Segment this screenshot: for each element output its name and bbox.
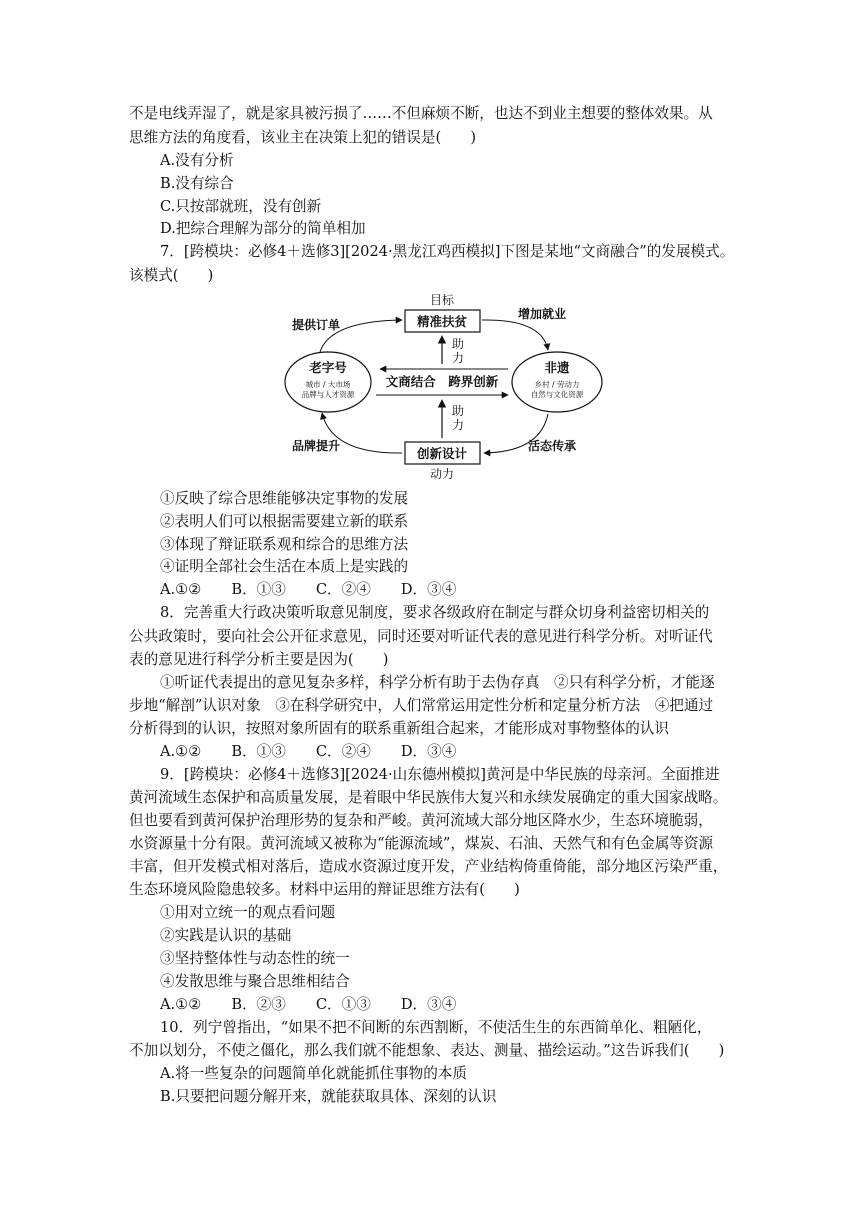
right-title: 非遗 <box>544 360 570 375</box>
option-c: C．②④ <box>315 581 371 598</box>
assist-bottom-2: 力 <box>452 418 465 432</box>
statement-1: ①反映了综合思维能够决定事物的发展 <box>160 490 409 507</box>
question-7-stem: 7．[跨模块：必修4＋选修3][2024·黑龙江鸡西模拟]下图是某地“文商融合”的发展模式。 <box>160 243 735 260</box>
label-living-inheritance: 活态传承 <box>527 439 577 453</box>
question-8-options <box>160 742 456 762</box>
text-line: 但也要看到黄河保护治理形势的复杂和严峻。黄河流域大部分地区降水少，生态环境脆弱， <box>129 812 713 829</box>
question-7-options <box>160 580 456 600</box>
text-line: 生态环境风险隐患较多。材料中运用的辩证思维方法有( ) <box>129 881 520 898</box>
question-7-stem-cont: 该模式( ) <box>129 267 214 284</box>
option-a: A.①② <box>160 581 202 598</box>
right-sub1: 乡村 / 劳动力 <box>534 380 580 389</box>
center-label: 文商结合 跨界创新 <box>385 374 499 389</box>
statement-1: ①用对立统一的观点看问题 <box>160 904 336 921</box>
assist-top-1: 助 <box>452 337 465 351</box>
statement-4: ④发散思维与聚合思维相结合 <box>160 973 350 990</box>
statement-4: ④证明全部社会生活在本质上是实践的 <box>160 558 409 575</box>
option-c: C.只按部就班，没有创新 <box>160 198 322 215</box>
option-a: A.①② <box>160 743 202 760</box>
statement-3: ③坚持整体性与动态性的统一 <box>160 950 350 967</box>
option-a: A.①② <box>160 996 202 1013</box>
option-d: D．③④ <box>400 996 457 1013</box>
text-line: 不是电线弄湿了，就是家具被污损了……不但麻烦不断，也达不到业主想要的整体效果。从 <box>129 105 713 122</box>
option-d: D．③④ <box>400 743 457 760</box>
statement-2: ②实践是认识的基础 <box>160 927 292 944</box>
goal-label: 目标 <box>429 293 455 307</box>
statement-3: ③体现了辩证联系观和综合的思维方法 <box>160 536 409 553</box>
text-line: 分析得到的认识，按照对象所固有的联系重新组合起来，才能形成对事物整体的认识 <box>129 720 669 737</box>
option-b: B.没有综合 <box>160 175 234 192</box>
power-label: 动力 <box>429 467 455 481</box>
label-provide-orders: 提供订单 <box>291 318 341 332</box>
text-line: 公共政策时，要向社会公开征求意见，同时还要对听证代表的意见进行科学分析。对听证代 <box>129 628 713 645</box>
text-line: 丰富，但开发模式相对落后，造成水资源过度开发，产业结构倚重倚能，部分地区污染严重， <box>129 858 728 875</box>
text-line: 步地“解剖”认识对象 ③在科学研究中，人们常常运用定性分析和定量分析方法 ④把通过 <box>129 697 714 714</box>
left-sub1: 城市 / 大市场 <box>305 380 351 389</box>
option-b: B．①③ <box>231 743 286 760</box>
assist-bottom-1: 助 <box>452 404 465 418</box>
statement-2: ②表明人们可以根据需要建立新的联系 <box>160 513 409 530</box>
assist-top-2: 力 <box>452 351 465 365</box>
top-box-label: 精准扶贫 <box>416 314 468 329</box>
curve-top-right <box>482 320 548 350</box>
question-8-stem: 8．完善重大行政决策听取意见制度，要求各级政府在制定与群众切身利益密切相关的 <box>160 604 710 621</box>
option-b: B.只要把问题分解开来，就能获取具体、深刻的认识 <box>160 1088 497 1105</box>
option-c: C．②④ <box>315 743 371 760</box>
option-a: A.将一些复杂的问题简单化就能抓住事物的本质 <box>160 1065 468 1082</box>
label-brand-upgrade: 品牌提升 <box>291 439 341 453</box>
question-10-stem: 10．列宁曾指出，“如果不把不间断的东西割断，不使活生生的东西简单化、粗陋化， <box>160 1019 712 1036</box>
question-9-options <box>160 995 456 1015</box>
option-a: A.没有分析 <box>160 152 234 169</box>
text-line: 黄河流域生态保护和高质量发展，是着眼中华民族伟大复兴和永续发展确定的重大国家战略。 <box>129 789 728 806</box>
text-line: 不加以划分，不使之僵化，那么我们就不能想象、表达、测量、描绘运动。”这告诉我们( ) <box>129 1042 725 1059</box>
option-b: B．②③ <box>231 996 286 1013</box>
option-d: D.把综合理解为部分的简单相加 <box>160 220 366 237</box>
text-line: 水资源量十分有限。黄河流域又被称为“能源流域”，煤炭、石油、天然气和有色金属等资源 <box>129 835 714 852</box>
right-sub2: 自然与文化资源 <box>530 390 584 399</box>
label-increase-jobs: 增加就业 <box>517 307 567 321</box>
question-9-stem: 9．[跨模块：必修4＋选修3][2024·山东德州模拟]黄河是中华民族的母亲河。全面推进 <box>160 766 720 783</box>
culture-commerce-diagram <box>280 292 620 482</box>
option-b: B．①③ <box>231 581 286 598</box>
left-title: 老字号 <box>309 360 347 375</box>
text-line: 思维方法的角度看，该业主在决策上犯的错误是( ) <box>129 129 477 146</box>
left-sub2: 品牌与人才资源 <box>301 390 355 399</box>
text-line: ①听证代表提出的意见复杂多样，科学分析有助于去伪存真 ②只有科学分析，才能逐 <box>160 674 715 691</box>
text-line: 表的意见进行科学分析主要是因为( ) <box>129 651 389 668</box>
bottom-box-label: 创新设计 <box>416 446 468 461</box>
option-d: D．③④ <box>400 581 457 598</box>
option-c: C．①③ <box>315 996 371 1013</box>
